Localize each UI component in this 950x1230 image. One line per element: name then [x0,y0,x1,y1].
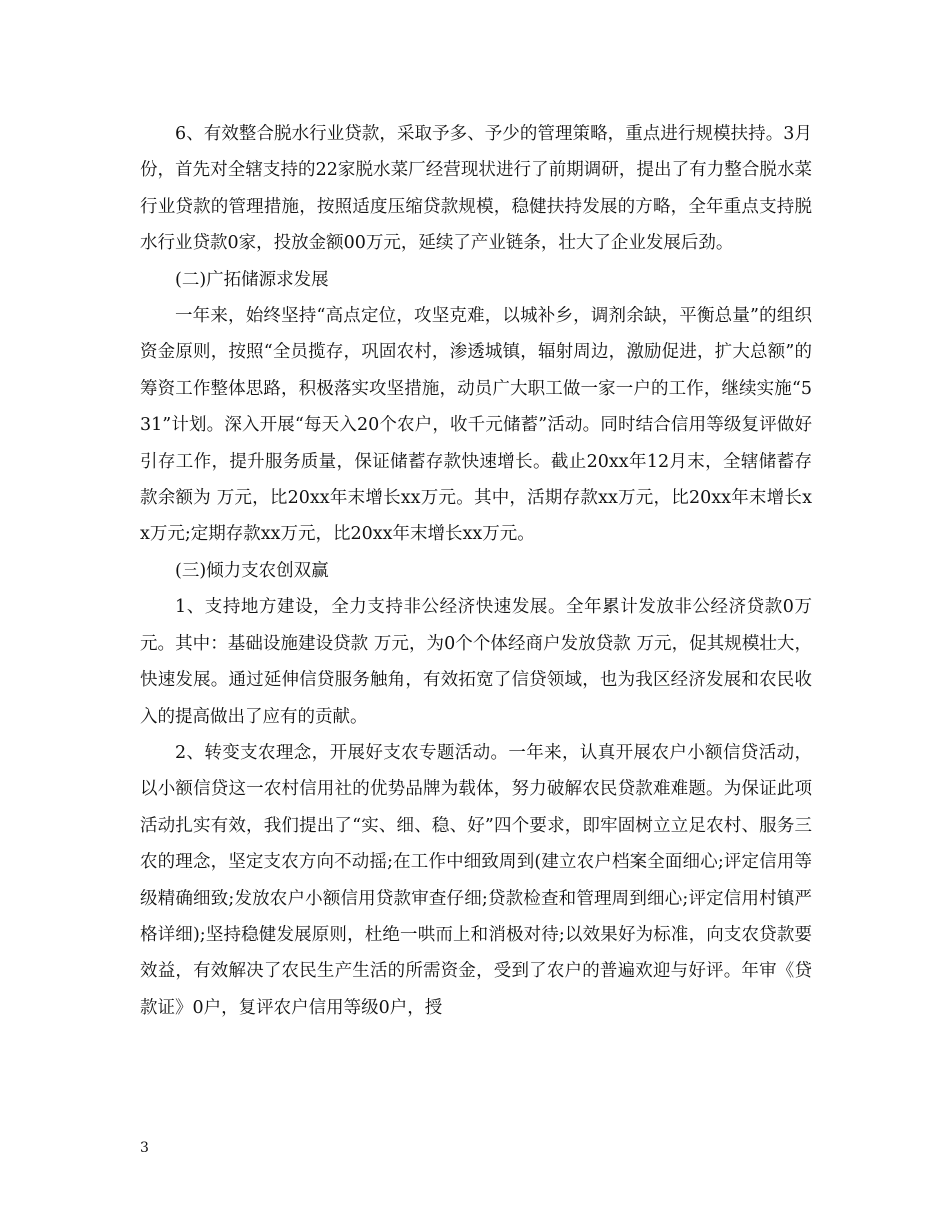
paragraph-deposit-growth: 一年来，始终坚持“高点定位，攻坚克难，以城补乡，调剂余缺，平衡总量”的组织资金原则，按照“全员揽存，巩固农村，渗透城镇，辐射周边，激励促进，扩大总额”的筹资工作整体思路，积极落实攻坚措施，动员广大职工做一家一户的工作，继续实施“531”计划。深入开展“每天入20个农户，收千元储蓄”活动。同时结合信用等级复评做好引存工作，提升服务质量，保证储蓄存款快速增长。截止20xx年12月末，全辖储蓄存款余额为 万元，比20xx年末增长xx万元。其中，活期存款xx万元，比20xx年末增长xx万元;定期存款xx万元，比20xx年末增长xx万元。 [140,306,812,545]
section-heading-deposits: (二)广拓储源求发展 [175,269,329,290]
paragraph-local-construction: 1、支持地方建设，全力支持非公经济快速发展。全年累计发放非公经济贷款0万元。其中：基础设施建设贷款 万元，为0个个体经商户发放贷款 万元，促其规模壮大，快速发展。通过延伸信贷服务触角，有效拓宽了信贷领域，也为我区经济发展和农民收入的提高做出了应有的贡献。 [140,597,812,727]
document-body [140,116,812,1026]
section-heading-agriculture-support: (三)倾力支农创双赢 [175,560,329,581]
paragraph-microcredit: 2、转变支农理念，开展好支农专题活动。一年来，认真开展农户小额信贷活动，以小额信贷这一农村信用社的优势品牌为载体，努力破解农民贷款难难题。为保证此项活动扎实有效，我们提出了“实、细、稳、好”四个要求，即牢固树立立足农村、服务三农的理念，坚定支农方向不动摇;在工作中细致周到(建立农户档案全面细心;评定信用等级精确细致;发放农户小额信用贷款审查仔细;贷款检查和管理周到细心;评定信用村镇严格详细);坚持稳健发展原则，杜绝一哄而上和消极对待;以效果好为标准，向支农贷款要效益，有效解决了农民生产生活的所需资金，受到了农户的普遍欢迎与好评。年审《贷款证》0户，复评农户信用等级0户，授 [140,742,812,1018]
paragraph-dehydration-loans: 6、有效整合脱水行业贷款，采取予多、予少的管理策略，重点进行规模扶持。3月份，首先对全辖支持的22家脱水菜厂经营现状进行了前期调研，提出了有力整合脱水菜行业贷款的管理措施，按照适度压缩贷款规模，稳健扶持发展的方略，全年重点支持脱水行业贷款0家，投放金额00万元，延续了产业链条，壮大了企业发展后劲。 [140,124,812,254]
page-number: 3 [140,1140,149,1156]
